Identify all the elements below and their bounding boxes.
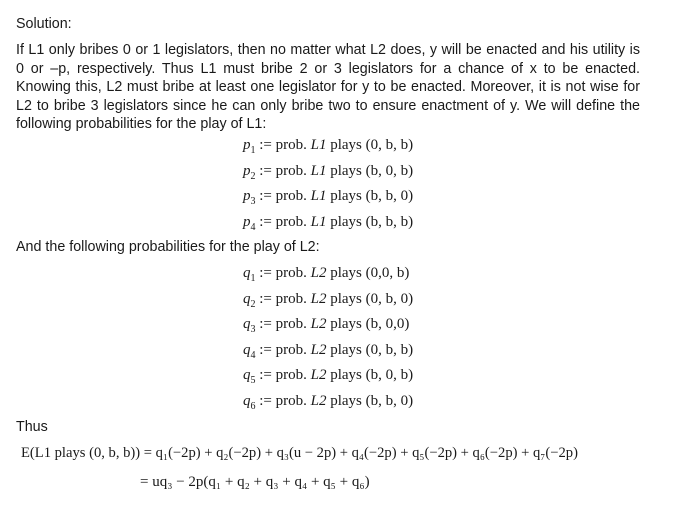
definition-verb: plays: [330, 188, 362, 204]
definition-player: L2: [310, 393, 327, 409]
definition-profile: (b, b, 0): [365, 393, 414, 409]
definition-player: L2: [310, 290, 327, 307]
definition-verb: plays: [330, 137, 362, 153]
definition-subscript: 2: [250, 298, 256, 310]
definition-verb: plays: [330, 367, 362, 384]
assign-operator: :=: [259, 316, 272, 333]
definition-p3: [243, 186, 413, 212]
definition-subscript: 1: [250, 273, 256, 284]
definition-player: L1: [310, 188, 327, 204]
definition-profile: (b, 0, b): [365, 367, 414, 384]
expectation-line-1: E(L1 plays (0, b, b)) = q₁(−2p) + q₂(−2p) + q₃(u − 2p) + q₄(−2p) + q₅(−2p) + q₆(−2p) + q₇(−2p): [21, 445, 578, 461]
definition-text: prob.: [275, 316, 307, 333]
definition-symbol: p: [243, 137, 251, 153]
assign-operator: :=: [259, 393, 272, 409]
definition-text: prob.: [275, 290, 307, 307]
definition-profile: (0, b, b): [365, 341, 414, 358]
definition-profile: (b, 0,0): [365, 316, 410, 333]
definition-verb: plays: [330, 213, 362, 230]
l2-intro: And the following probabilities for the play of L2:: [16, 239, 320, 255]
definition-symbol: q: [243, 367, 251, 384]
definition-q3: [243, 314, 409, 340]
definition-profile: (0, b, b): [365, 137, 414, 153]
definition-player: L2: [310, 367, 327, 384]
assign-operator: :=: [259, 290, 272, 307]
definition-symbol: p: [243, 213, 251, 230]
definition-subscript: 3: [250, 196, 256, 207]
assign-operator: :=: [259, 188, 272, 204]
definition-subscript: 2: [250, 170, 256, 182]
intro-text: If L1 only bribes 0 or 1 legislators, then no matter what L2 does, y will be enacted and his utility is 0 or –p, respectively. Thus L1 must bribe 2 or 3 legislators for a chance of x to be enacted. Knowing this, L2 must bribe at least one legislator for y to be enacted. Moreover, it is not wise for L2 to bribe 3 legislators since he can only bribe two to ensure enactment of y. We will define the following probabilities for the play of L1:: [16, 42, 640, 133]
definition-text: prob.: [275, 162, 307, 179]
definition-text: prob.: [275, 137, 307, 153]
definition-p1: [243, 135, 413, 161]
definition-player: L1: [310, 213, 327, 230]
definition-subscript: 6: [250, 401, 256, 412]
definition-text: prob.: [275, 265, 307, 281]
definition-player: L1: [310, 162, 327, 179]
definition-q5: [243, 365, 413, 391]
definition-p4: [243, 212, 413, 238]
definition-verb: plays: [330, 290, 362, 307]
definition-subscript: 3: [250, 324, 256, 336]
assign-operator: :=: [259, 367, 272, 384]
definition-profile: (0,0, b): [365, 265, 410, 281]
definition-player: L2: [310, 265, 327, 281]
definition-profile: (b, b, b): [365, 213, 414, 230]
definition-text: prob.: [275, 213, 307, 230]
assign-operator: :=: [259, 137, 272, 153]
solution-heading: Solution:: [16, 16, 72, 32]
definition-player: L1: [310, 137, 327, 153]
definition-profile: (b, b, 0): [365, 188, 414, 204]
definition-profile: (b, 0, b): [365, 162, 414, 179]
definition-symbol: p: [243, 162, 251, 179]
definition-text: prob.: [275, 341, 307, 358]
definition-text: prob.: [275, 188, 307, 204]
definition-player: L2: [310, 341, 327, 358]
thus-label: Thus: [16, 419, 48, 435]
definition-verb: plays: [330, 393, 362, 409]
definition-symbol: q: [243, 316, 251, 333]
definition-profile: (0, b, 0): [365, 290, 414, 307]
definition-symbol: q: [243, 265, 251, 281]
expectation-line-2: = uq₃ − 2p(q₁ + q₂ + q₃ + q₄ + q₅ + q₆): [140, 474, 370, 490]
assign-operator: :=: [259, 162, 272, 179]
definition-q6: [243, 391, 413, 417]
definition-symbol: q: [243, 341, 251, 358]
assign-operator: :=: [259, 213, 272, 230]
definition-symbol: p: [243, 188, 251, 204]
assign-operator: :=: [259, 341, 272, 358]
definition-subscript: 4: [250, 349, 256, 361]
definition-subscript: 1: [250, 145, 256, 156]
definition-text: prob.: [275, 367, 307, 384]
definition-subscript: 5: [250, 375, 256, 387]
definition-q1: [243, 263, 409, 289]
definition-player: L2: [310, 316, 327, 333]
definition-text: prob.: [275, 393, 307, 409]
definition-verb: plays: [330, 265, 362, 281]
definition-verb: plays: [330, 341, 362, 358]
definition-p2: [243, 161, 413, 187]
definition-symbol: q: [243, 393, 251, 409]
definition-q2: [243, 289, 413, 315]
definition-subscript: 4: [250, 221, 256, 233]
assign-operator: :=: [259, 265, 272, 281]
definition-symbol: q: [243, 290, 251, 307]
definition-verb: plays: [330, 316, 362, 333]
definition-q4: [243, 340, 413, 366]
definition-verb: plays: [330, 162, 362, 179]
intro-paragraph: [16, 41, 640, 134]
